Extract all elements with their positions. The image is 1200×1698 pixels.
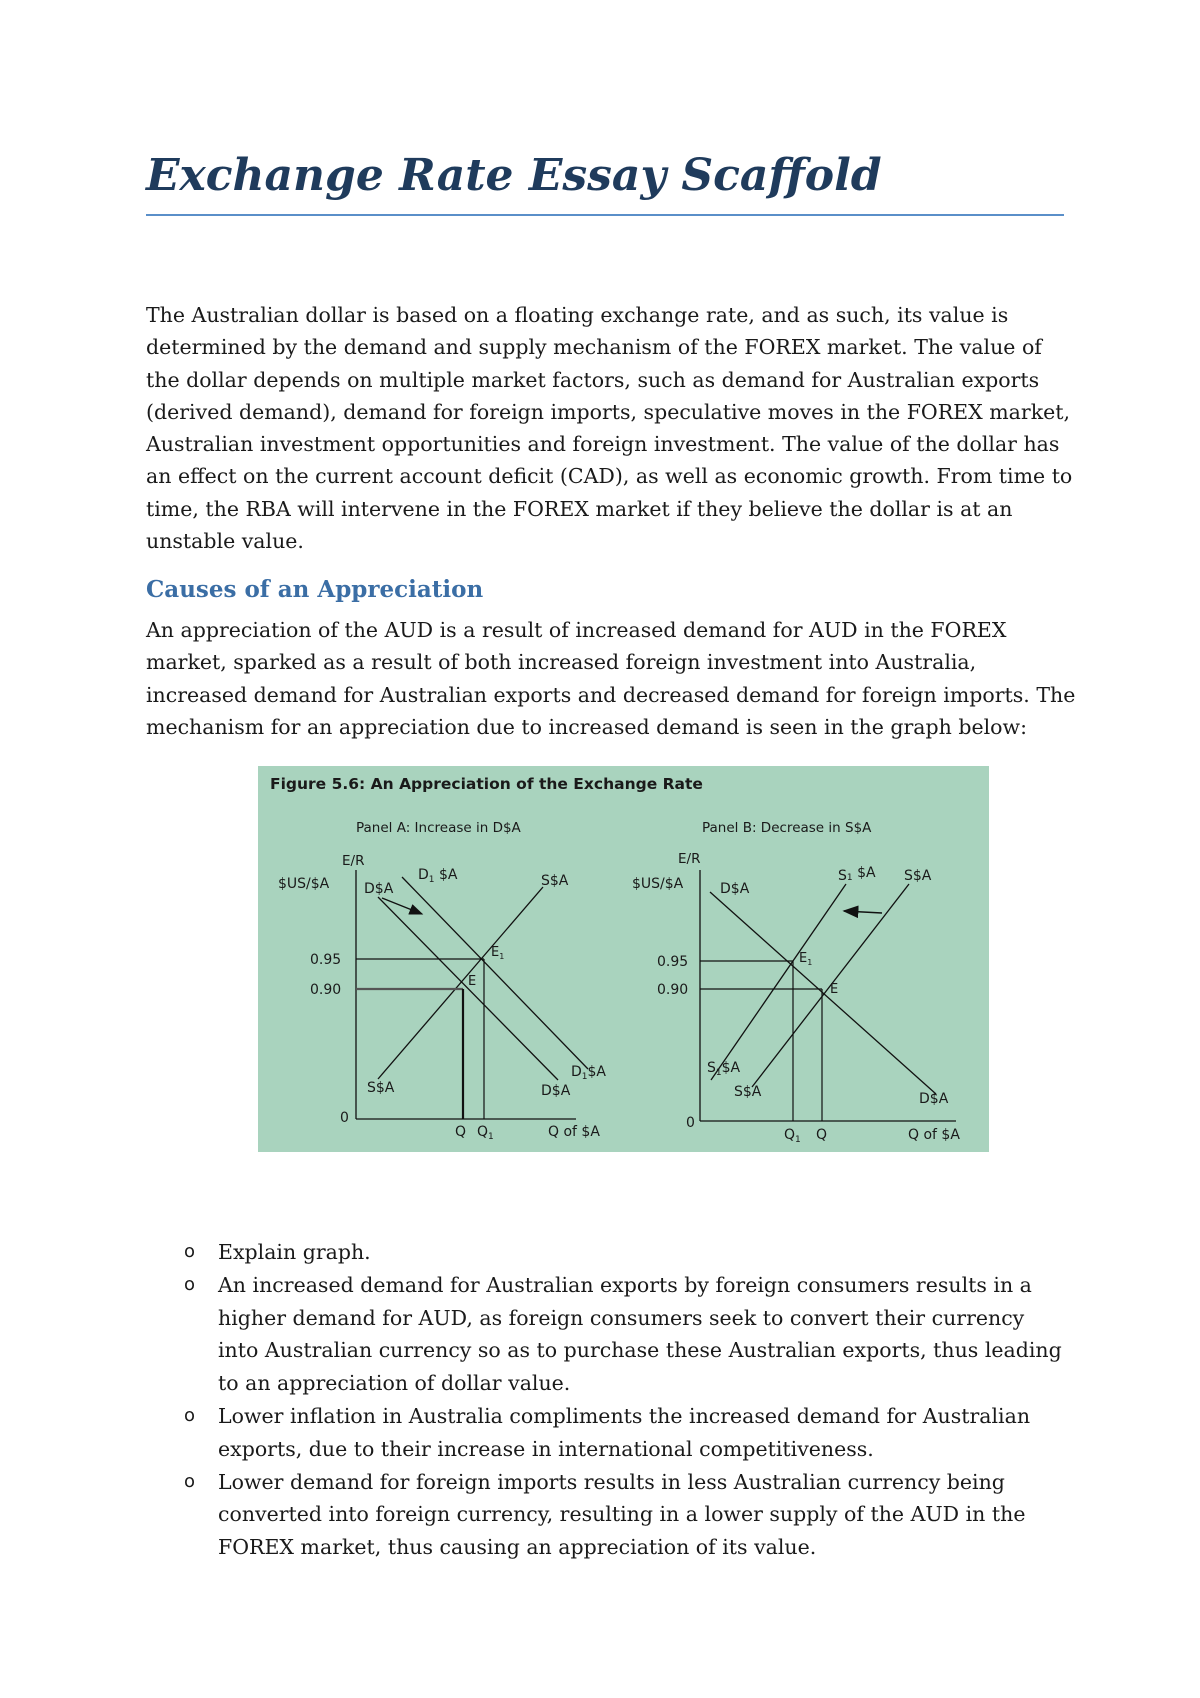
panel-a-label-d-top: D$A xyxy=(364,881,394,897)
panel-b-tick-095: 0.95 xyxy=(657,954,689,970)
panel-b-label-d-top: D$A xyxy=(720,881,750,897)
bullet-marker: o xyxy=(184,1273,196,1295)
panel-a-label-s-bottom: S$A xyxy=(367,1080,395,1096)
panel-a-tick-095: 0.95 xyxy=(310,952,342,968)
panel-b-supply-curve-s1 xyxy=(711,884,846,1080)
panel-a-label-q1: $Q_1$ xyxy=(477,1124,494,1142)
section-paragraph: An appreciation of the AUD is a result of increased demand for AUD in the FOREX market, sparked as a result of both increased foreign investment into Australia, increased demand for Australian exports and decreased demand for foreign imports. The mechanism for an appreciation due to increased demand is seen in the graph below: xyxy=(146,618,1076,739)
panel-b-label-q: Q xyxy=(816,1127,828,1143)
list-item xyxy=(146,1236,1066,1269)
bullet-text: Lower inflation in Australia compliments the increased demand for Australian exports, due to their increase in international competitiveness. xyxy=(218,1403,1031,1461)
panel-a-label-q: Q xyxy=(455,1124,467,1140)
bullet-marker: o xyxy=(184,1404,196,1426)
title-divider xyxy=(146,214,1064,216)
exchange-rate-figure xyxy=(258,766,989,1152)
panel-b-label-s1-top: S1 $A xyxy=(838,865,876,884)
panel-b xyxy=(632,820,960,1145)
list-item xyxy=(146,1269,1066,1400)
panel-a-label-d1-top: $D_1$ $A xyxy=(418,867,458,885)
panel-a-axis-top: E/R xyxy=(342,853,365,869)
panel-b-shift-arrow xyxy=(844,911,882,913)
panel-b-origin: 0 xyxy=(686,1115,695,1131)
panel-a-shift-arrow xyxy=(382,898,422,914)
panel-b-label-s1-bottom: $S_1\$A$ xyxy=(707,1060,741,1078)
panel-b-label-s-top: S$A xyxy=(904,868,932,884)
panel-b-caption: Panel B: Decrease in S$A xyxy=(702,820,872,836)
bullet-marker: o xyxy=(184,1470,196,1492)
bullet-list xyxy=(146,1236,1066,1564)
panel-b-label-e: E xyxy=(830,982,839,997)
figure-graphic xyxy=(258,766,989,1152)
list-item xyxy=(146,1466,1066,1564)
section-heading: Causes of an Appreciation xyxy=(146,576,484,603)
panel-b-axis-y: $US/$A xyxy=(632,876,684,892)
figure-title: Figure 5.6: An Appreciation of the Exchange Rate xyxy=(270,775,703,793)
panel-a xyxy=(278,820,606,1142)
page-title: Exchange Rate Essay Scaffold xyxy=(146,150,882,201)
panel-b-tick-090: 0.90 xyxy=(657,982,689,998)
panel-b-label-q1: $Q_1$ xyxy=(784,1127,801,1145)
panel-b-demand-curve xyxy=(710,892,936,1094)
panel-a-tick-090: 0.90 xyxy=(310,982,342,998)
panel-a-supply-curve xyxy=(378,887,543,1079)
panel-b-label-s-bottom: S$A xyxy=(734,1084,762,1100)
bullet-marker: o xyxy=(184,1241,196,1262)
bullet-text: An increased demand for Australian exports by foreign consumers results in a higher demand for AUD, as foreign consumers seek to convert their currency into Australian currency so as to purchase these Australian exports, thus leading to an appreciation of dollar value. xyxy=(218,1272,1062,1396)
panel-a-axis-x: Q of $A xyxy=(548,1124,600,1140)
panel-a-label-e1: $E_1$ xyxy=(491,945,505,961)
list-item xyxy=(146,1400,1066,1466)
panel-b-axis-x: Q of $A xyxy=(908,1127,960,1143)
panel-a-label-e: E xyxy=(468,974,477,989)
intro-paragraph: The Australian dollar is based on a floating exchange rate, and as such, its value is determined by the demand and supply mechanism of the FOREX market. The value of the dollar depends on multiple market factors, such as demand for Australian exports (derived demand), demand for foreign imports, speculative moves in the FOREX market, Australian investment opportunities and foreign investment. The value of the dollar has an effect on the current account deficit (CAD), as well as economic growth. From time to time, the RBA will intervene in the FOREX market if they believe the dollar is at an unstable value. xyxy=(146,303,1073,554)
panel-a-axis-y: $US/$A xyxy=(278,876,330,892)
panel-a-label-d-bottom: D$A xyxy=(541,1083,571,1099)
panel-b-label-d-bottom: D$A xyxy=(919,1091,949,1107)
panel-a-caption: Panel A: Increase in D$A xyxy=(356,820,521,836)
panel-b-axis-top: E/R xyxy=(678,851,701,867)
panel-a-demand-curve-d1 xyxy=(402,877,588,1069)
panel-a-label-s-top: S$A xyxy=(541,873,569,889)
bullet-text: Explain graph. xyxy=(218,1240,371,1264)
bullet-text: Lower demand for foreign imports results in less Australian currency being converted into foreign currency, resulting in a lower supply of the AUD in the FOREX market, thus causing an appreciation of its value. xyxy=(218,1469,1026,1560)
panel-a-origin: 0 xyxy=(340,1110,349,1126)
panel-b-label-e1: $E_1$ xyxy=(799,951,813,967)
panel-a-label-d1-bottom: $D_1\$A$ xyxy=(571,1064,606,1082)
